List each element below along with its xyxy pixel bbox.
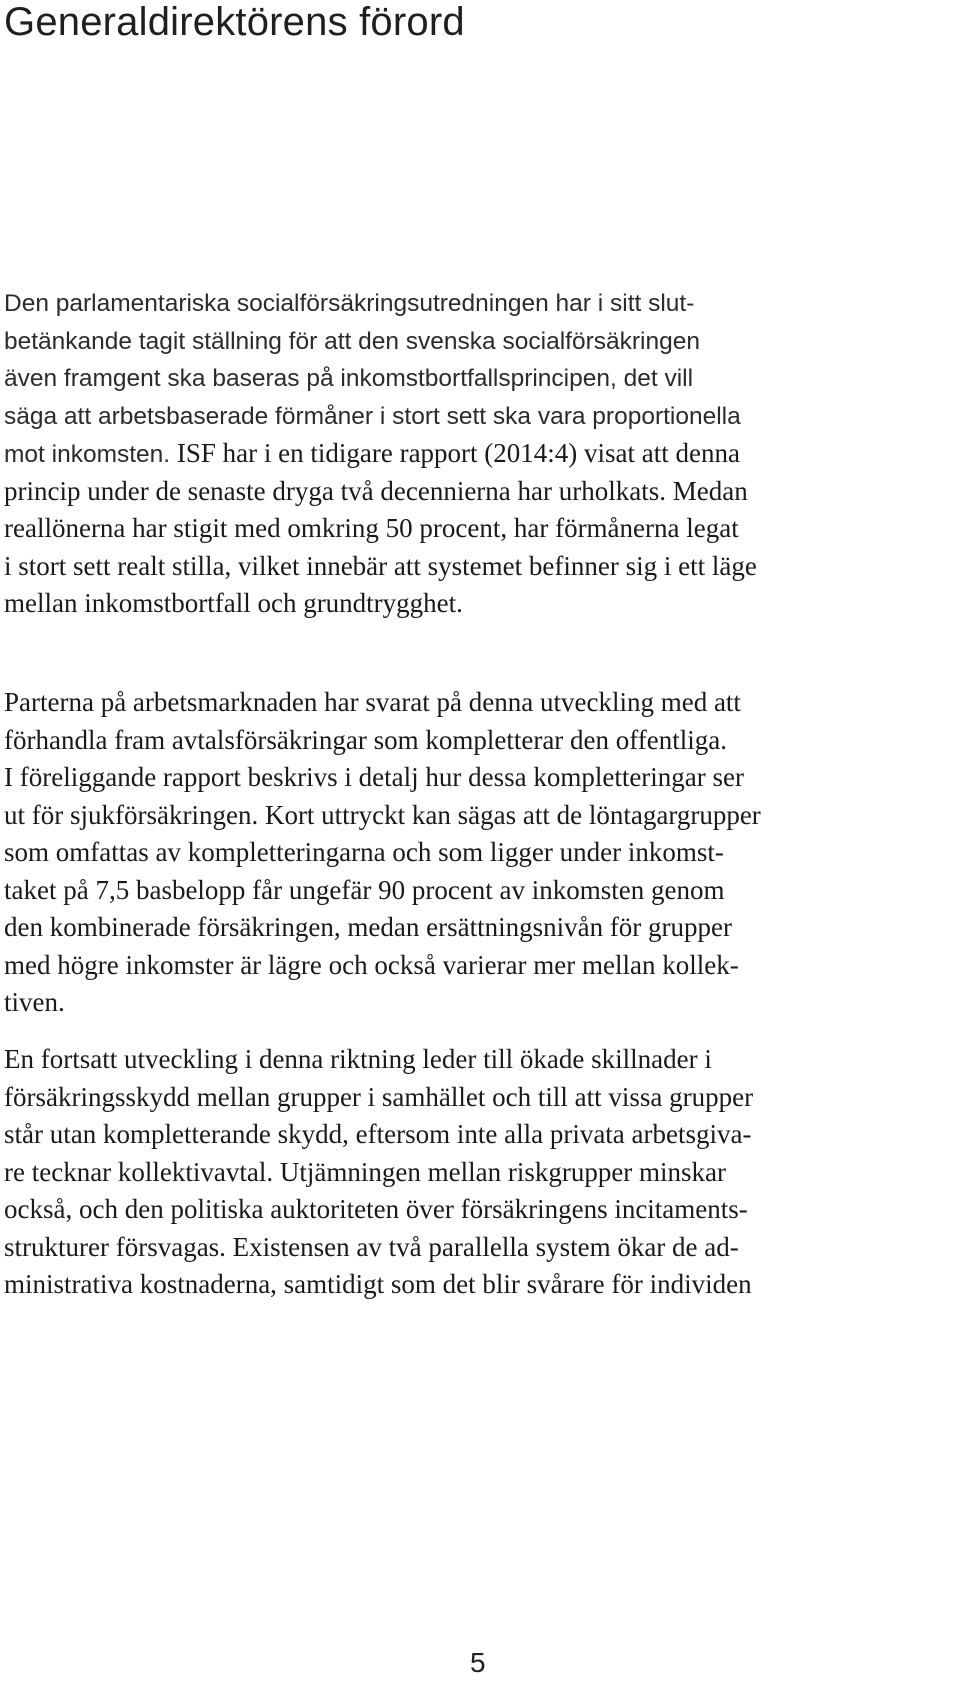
text-line: den kombinerade försäkringen, medan ersättningsnivån för grupper [4,912,733,942]
text-line: ut för sjukförsäkringen. Kort uttryckt kan sägas att de löntagargrupper [4,799,761,830]
text-line: försäkringsskydd mellan grupper i samhället och till att vissa grupper [4,1081,754,1112]
text-line: med högre inkomster är lägre och också varierar mer mellan kollek- [4,949,739,980]
text-line: betänkande tagit ställning för att den svenska socialförsäkringen [4,327,700,355]
text-line: princip under de senaste dryga två decennierna har urholkats. Medan [4,475,748,506]
text-line: strukturer försvagas. Existensen av två parallella system ökar de ad- [4,1231,739,1262]
text-line: även framgent ska baseras på inkomstbortfallsprincipen, det vill [4,365,694,392]
page-number: 5 [470,1647,486,1678]
text-line-mixed [4,435,757,473]
text-line: står utan kompletterande skydd, eftersom inte alla privata arbetsgiva- [4,1119,752,1149]
text-line: re tecknar kollektivavtal. Utjämningen mellan riskgrupper minskar [4,1156,727,1187]
text-line: i stort sett realt stilla, vilket innebär att systemet befinner sig i ett läge [4,550,757,581]
text-line: Den parlamentariska socialförsäkringsutredningen har i sitt slut- [4,290,695,317]
paragraph-1 [4,285,757,623]
text-line: som omfattas av kompletteringarna och som ligger under inkomst- [4,837,724,867]
text-line: reallönerna har stigit med omkring 50 procent, har förmånerna legat [4,513,739,543]
text-line: också, och den politiska auktoriteten över försäkringens incitaments- [4,1194,748,1224]
paragraph-3 [4,1041,753,1304]
text-line: I föreliggande rapport beskrivs i detalj hur dessa kompletteringar ser [4,762,745,792]
text-line: mellan inkomstbortfall och grundtrygghet. [4,588,463,618]
text-line: taket på 7,5 basbelopp får ungefär 90 procent av inkomsten genom [4,874,725,905]
text-line: förhandla fram avtalsförsäkringar som kompletterar den offentliga. [4,724,727,755]
text-line: ministrativa kostnaderna, samtidigt som det blir svårare för individen [4,1269,752,1299]
text-fragment: ISF har i en tidigare rapport (2014:4) visat att denna [176,438,740,468]
page-title: Generaldirektörens förord [4,0,465,44]
text-fragment: mot inkomsten. [4,441,171,468]
text-line: säga att arbetsbaserade förmåner i stort sett ska vara proportionella [4,402,741,430]
paragraph-2 [4,684,761,1022]
text-line: tiven. [4,987,65,1017]
text-line: Parterna på arbetsmarknaden har svarat på denna utveckling med att [4,687,741,717]
text-line: En fortsatt utveckling i denna riktning leder till ökade skillnader i [4,1044,712,1074]
